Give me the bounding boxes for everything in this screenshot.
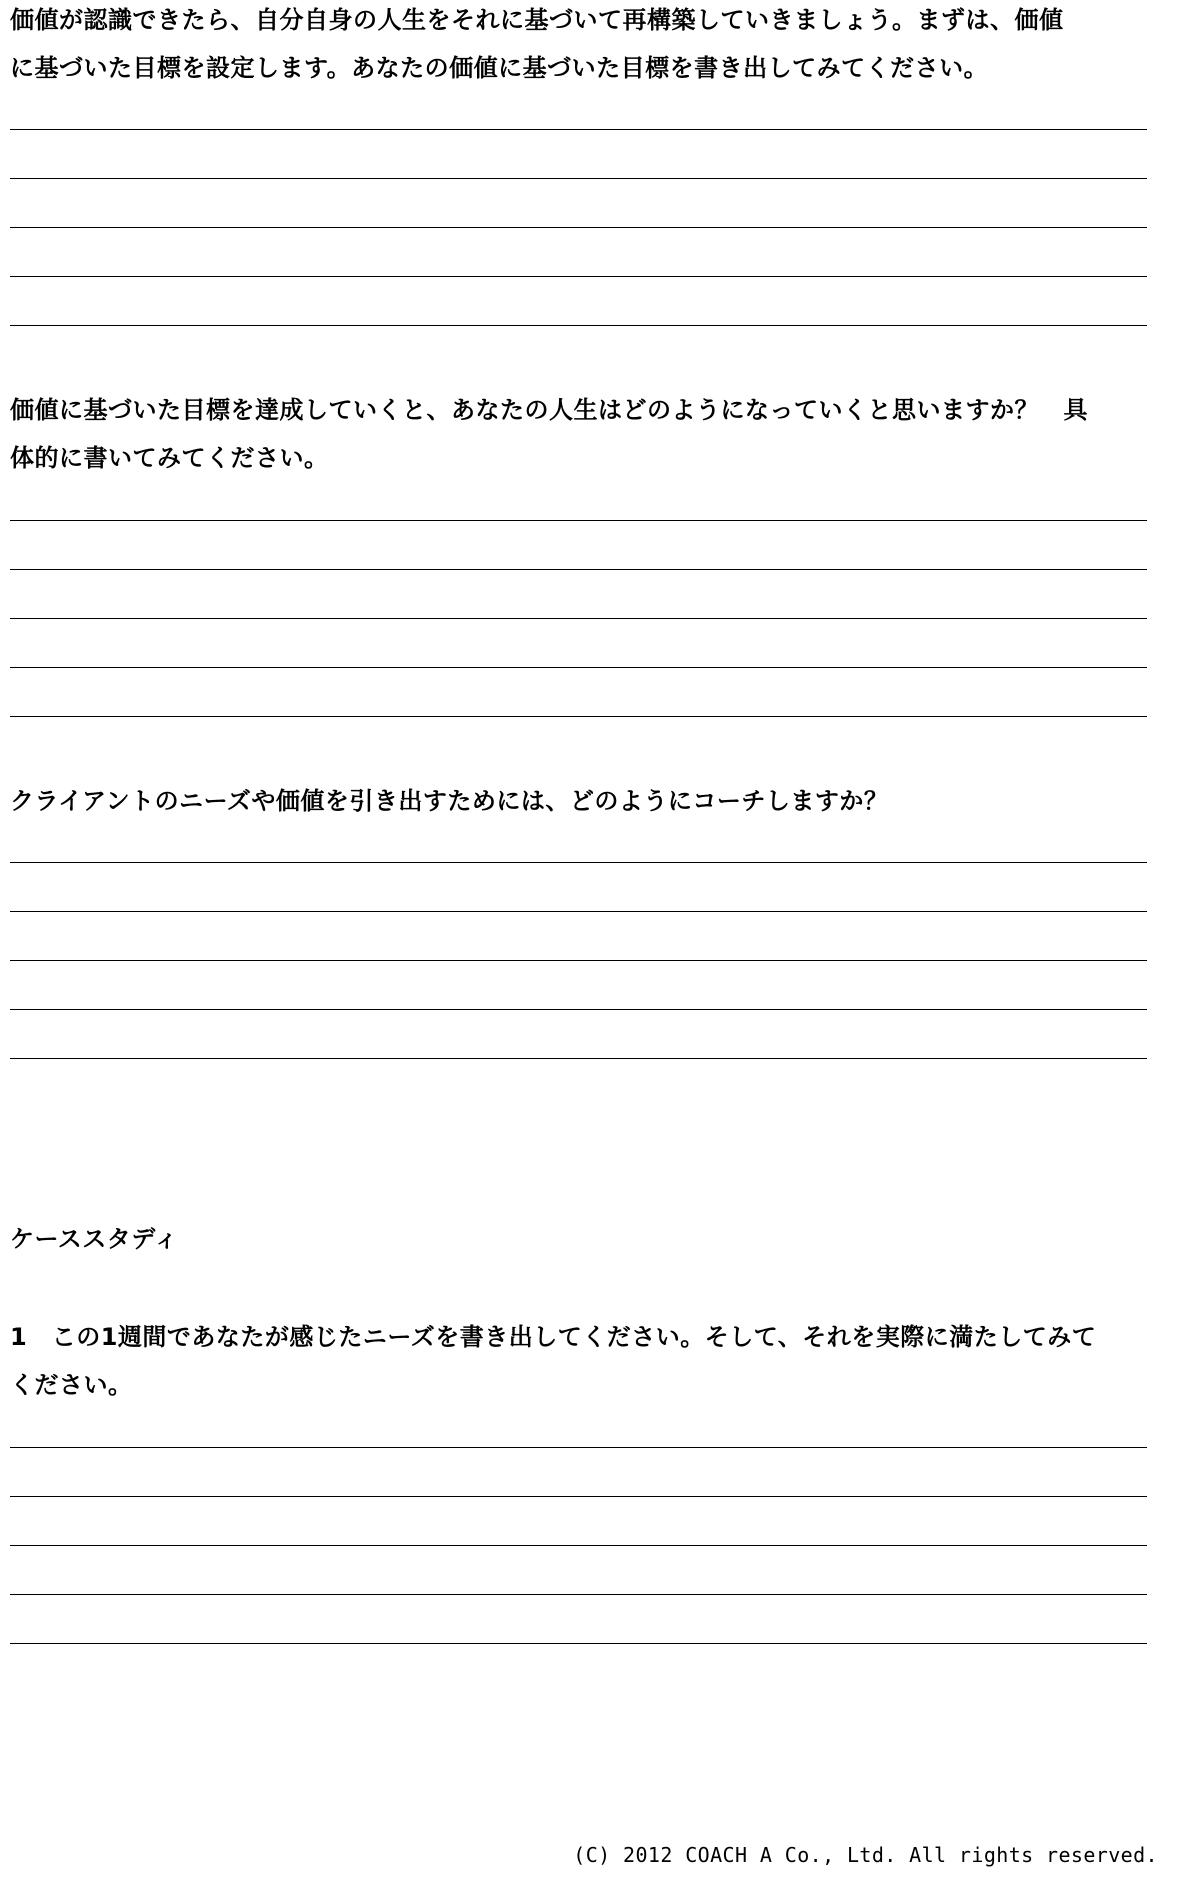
goals-answer-line-4[interactable] (10, 276, 1147, 277)
goals-prompt-line-2: に基づいた目標を設定します。あなたの価値に基づいた目標を書き出してみてください。 (10, 54, 989, 82)
case-study-heading-block (10, 1215, 1150, 1263)
coaching-answer-line-2[interactable] (10, 911, 1147, 912)
goals-answer-line-5[interactable] (10, 325, 1147, 326)
coaching-answer-line-3[interactable] (10, 960, 1147, 961)
case-study-answer-line-5[interactable] (10, 1643, 1147, 1644)
goals-answer-line-1[interactable] (10, 129, 1147, 130)
coaching-answer-line-4[interactable] (10, 1009, 1147, 1010)
coaching-answer-line-5[interactable] (10, 1058, 1147, 1059)
life-vision-answer-line-3[interactable] (10, 618, 1147, 619)
life-vision-answer-line-4[interactable] (10, 667, 1147, 668)
life-vision-prompt-line-1: 価値に基づいた目標を達成していくと、あなたの人生はどのようになっていくと思いますか？ 具 (10, 396, 1088, 424)
life-vision-answer-line-2[interactable] (10, 569, 1147, 570)
case-study-prompt (10, 1313, 1150, 1409)
life-vision-answer-line-1[interactable] (10, 520, 1147, 521)
coaching-prompt (10, 777, 1150, 825)
coaching-prompt-line-1: クライアントのニーズや価値を引き出すためには、どのようにコーチしますか？ (10, 787, 889, 815)
life-vision-answer-line-5[interactable] (10, 716, 1147, 717)
goals-prompt (10, 0, 1150, 92)
case-study-answer-line-2[interactable] (10, 1496, 1147, 1497)
copyright-footer: (C) 2012 COACH A Co., Ltd. All rights reserved. (573, 1843, 1158, 1867)
case-study-prompt-line-1: 1 この1週間であなたが感じたニーズを書き出してください。そして、それを実際に満たしてみて (10, 1323, 1097, 1351)
case-study-prompt-line-2: ください。 (10, 1371, 133, 1399)
case-study-heading: ケーススタディ (10, 1225, 179, 1253)
case-study-answer-line-1[interactable] (10, 1447, 1147, 1448)
life-vision-prompt (10, 386, 1150, 482)
case-study-answer-line-3[interactable] (10, 1545, 1147, 1546)
goals-answer-line-2[interactable] (10, 178, 1147, 179)
life-vision-prompt-line-2: 体的に書いてみてください。 (10, 444, 329, 472)
goals-answer-line-3[interactable] (10, 227, 1147, 228)
goals-prompt-line-1: 価値が認識できたら、自分自身の人生をそれに基づいて再構築していきましょう。まずは、価値 (10, 6, 1064, 34)
case-study-answer-line-4[interactable] (10, 1594, 1147, 1595)
coaching-answer-line-1[interactable] (10, 862, 1147, 863)
